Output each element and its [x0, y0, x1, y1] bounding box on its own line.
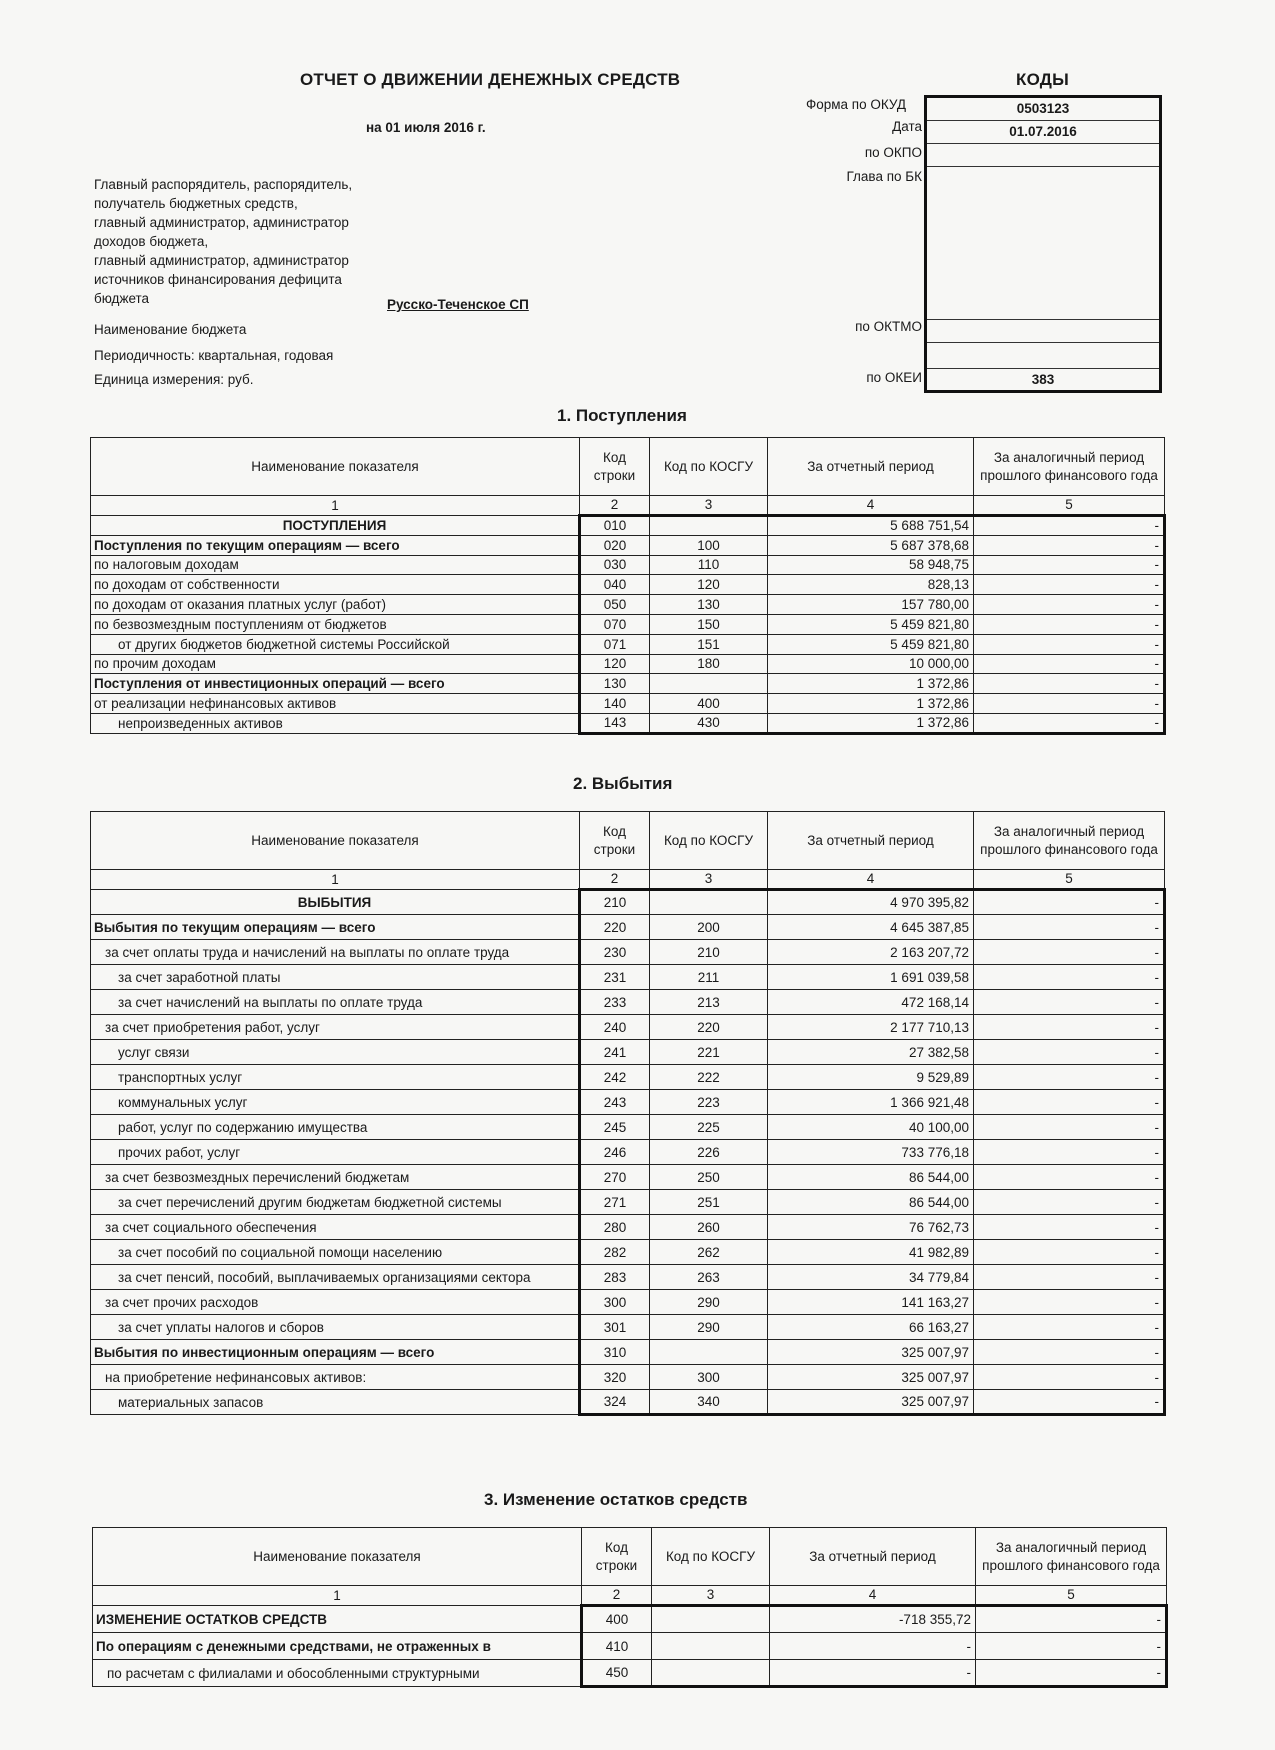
row-name: за счет уплаты налогов и сборов — [91, 1315, 580, 1340]
disbursements-table — [90, 811, 1166, 1416]
row-previous: - — [974, 990, 1165, 1015]
row-code: 270 — [580, 1165, 650, 1190]
row-previous: - — [974, 1390, 1165, 1415]
glava-label: Глава по БК — [846, 169, 922, 184]
row-code: 233 — [580, 990, 650, 1015]
col-name-header: Наименование показателя — [93, 1528, 582, 1586]
row-kosgu: 151 — [650, 634, 768, 654]
col-kosgu-header: Код по КОСГУ — [652, 1528, 770, 1586]
row-code: 450 — [582, 1660, 652, 1687]
row-previous: - — [974, 1015, 1165, 1040]
table-row — [91, 1115, 1165, 1140]
row-current: 5 459 821,80 — [768, 634, 974, 654]
col-number: 3 — [652, 1586, 770, 1606]
col-number: 2 — [580, 496, 650, 516]
row-kosgu: 290 — [650, 1315, 768, 1340]
row-name: ПОСТУПЛЕНИЯ — [91, 516, 580, 536]
row-kosgu: 180 — [650, 654, 768, 674]
row-name: ВЫБЫТИЯ — [91, 890, 580, 915]
row-name: за счет начислений на выплаты по оплате труда — [91, 990, 580, 1015]
row-name: по прочим доходам — [91, 654, 580, 674]
col-previous-header: За аналогичный период прошлого финансового года — [974, 812, 1165, 870]
okpo-code — [927, 144, 1159, 167]
row-name: по расчетам с филиалами и обособленными структурными — [93, 1660, 582, 1687]
table-row — [91, 1265, 1165, 1290]
table-row — [91, 654, 1165, 674]
table-row — [91, 1390, 1165, 1415]
col-number: 2 — [580, 870, 650, 890]
row-kosgu: 100 — [650, 535, 768, 555]
oktmo-code — [927, 319, 1159, 343]
row-name: за счет безвозмездных перечислений бюджетам — [91, 1165, 580, 1190]
col-current-header: За отчетный период — [768, 812, 974, 870]
row-current: 5 459 821,80 — [768, 614, 974, 634]
table-row — [91, 1365, 1165, 1390]
row-previous: - — [974, 1265, 1165, 1290]
table-row — [91, 555, 1165, 575]
row-current: 733 776,18 — [768, 1140, 974, 1165]
row-current: 325 007,97 — [768, 1340, 974, 1365]
row-code: 271 — [580, 1190, 650, 1215]
row-current: 2 177 710,13 — [768, 1015, 974, 1040]
table-row — [91, 1215, 1165, 1240]
row-previous: - — [974, 634, 1165, 654]
row-code: 071 — [580, 634, 650, 654]
row-name: Выбытия по текущим операциям — всего — [91, 915, 580, 940]
row-kosgu: 262 — [650, 1240, 768, 1265]
row-name: от других бюджетов бюджетной системы Российской — [91, 634, 580, 654]
row-code: 140 — [580, 694, 650, 714]
row-name: за счет прочих расходов — [91, 1290, 580, 1315]
row-code: 410 — [582, 1633, 652, 1660]
table-row — [91, 595, 1165, 615]
row-name: непроизведенных активов — [91, 713, 580, 733]
row-code: 310 — [580, 1340, 650, 1365]
okud-label: Форма по ОКУД — [805, 97, 906, 112]
row-code: 231 — [580, 965, 650, 990]
row-current: 10 000,00 — [768, 654, 974, 674]
row-code: 242 — [580, 1065, 650, 1090]
row-code: 280 — [580, 1215, 650, 1240]
row-kosgu: 430 — [650, 713, 768, 733]
row-previous: - — [974, 1290, 1165, 1315]
table-row — [91, 1315, 1165, 1340]
row-previous: - — [974, 1140, 1165, 1165]
col-number: 1 — [91, 870, 580, 890]
row-previous: - — [974, 1340, 1165, 1365]
row-previous: - — [974, 1090, 1165, 1115]
row-name: по безвозмездным поступлениям от бюджетов — [91, 614, 580, 634]
date-label: Дата — [892, 119, 922, 134]
row-kosgu: 290 — [650, 1290, 768, 1315]
row-current: 27 382,58 — [768, 1040, 974, 1065]
row-current: 325 007,97 — [768, 1365, 974, 1390]
row-code: 030 — [580, 555, 650, 575]
row-previous: - — [976, 1633, 1167, 1660]
row-current: 1 372,86 — [768, 694, 974, 714]
row-previous: - — [976, 1660, 1167, 1687]
table-row — [91, 713, 1165, 733]
row-code: 283 — [580, 1265, 650, 1290]
row-kosgu: 110 — [650, 555, 768, 575]
section2-title: 2. Выбытия — [573, 774, 673, 793]
row-name: работ, услуг по содержанию имущества — [91, 1115, 580, 1140]
col-number: 4 — [768, 496, 974, 516]
row-current: 66 163,27 — [768, 1315, 974, 1340]
table-row — [91, 1190, 1165, 1215]
row-current: 4 970 395,82 — [768, 890, 974, 915]
row-current: 5 687 378,68 — [768, 535, 974, 555]
row-code: 220 — [580, 915, 650, 940]
row-kosgu — [650, 1340, 768, 1365]
report-date: на 01 июля 2016 г. — [366, 120, 486, 135]
row-current: 828,13 — [768, 575, 974, 595]
row-kosgu: 213 — [650, 990, 768, 1015]
row-kosgu: 226 — [650, 1140, 768, 1165]
row-current: 1 372,86 — [768, 674, 974, 694]
row-previous: - — [974, 713, 1165, 733]
row-name: за счет приобретения работ, услуг — [91, 1015, 580, 1040]
row-previous: - — [974, 694, 1165, 714]
row-kosgu — [650, 674, 768, 694]
row-previous: - — [974, 1190, 1165, 1215]
row-current: - — [770, 1633, 976, 1660]
report-title: ОТЧЕТ О ДВИЖЕНИИ ДЕНЕЖНЫХ СРЕДСТВ — [300, 70, 681, 89]
row-previous: - — [974, 516, 1165, 536]
row-name: прочих работ, услуг — [91, 1140, 580, 1165]
col-code-header: Код строки — [580, 812, 650, 870]
row-current: 4 645 387,85 — [768, 915, 974, 940]
table-row — [91, 965, 1165, 990]
col-code-header: Код строки — [582, 1528, 652, 1586]
row-kosgu: 150 — [650, 614, 768, 634]
table-row — [93, 1660, 1167, 1687]
row-code: 210 — [580, 890, 650, 915]
table-row — [91, 1015, 1165, 1040]
col-previous-header: За аналогичный период прошлого финансового года — [974, 438, 1165, 496]
row-code: 246 — [580, 1140, 650, 1165]
col-kosgu-header: Код по КОСГУ — [650, 812, 768, 870]
okei-label: по ОКЕИ — [866, 370, 922, 385]
unit: Единица измерения: руб. — [94, 372, 254, 387]
row-kosgu — [652, 1660, 770, 1687]
row-code: 301 — [580, 1315, 650, 1340]
table-row — [91, 634, 1165, 654]
row-name: материальных запасов — [91, 1390, 580, 1415]
table-row — [91, 890, 1165, 915]
row-code: 010 — [580, 516, 650, 536]
row-code: 320 — [580, 1365, 650, 1390]
row-previous: - — [976, 1606, 1167, 1633]
row-name: по налоговым доходам — [91, 555, 580, 575]
row-current: 141 163,27 — [768, 1290, 974, 1315]
col-number: 5 — [974, 870, 1165, 890]
row-kosgu: 225 — [650, 1115, 768, 1140]
row-name: по доходам от собственности — [91, 575, 580, 595]
col-code-header: Код строки — [580, 438, 650, 496]
row-current: 41 982,89 — [768, 1240, 974, 1265]
row-kosgu: 300 — [650, 1365, 768, 1390]
okud-code: 0503123 — [927, 98, 1159, 121]
row-kosgu: 210 — [650, 940, 768, 965]
row-previous: - — [974, 654, 1165, 674]
row-name: ИЗМЕНЕНИЕ ОСТАТКОВ СРЕДСТВ — [93, 1606, 582, 1633]
table-row — [91, 1140, 1165, 1165]
row-code: 282 — [580, 1240, 650, 1265]
row-previous: - — [974, 890, 1165, 915]
row-name: Выбытия по инвестиционным операциям — всего — [91, 1340, 580, 1365]
row-current: 2 163 207,72 — [768, 940, 974, 965]
section1-title: 1. Поступления — [557, 406, 687, 425]
row-kosgu: 263 — [650, 1265, 768, 1290]
row-previous: - — [974, 595, 1165, 615]
row-kosgu — [652, 1633, 770, 1660]
row-previous: - — [974, 1215, 1165, 1240]
row-current: 86 544,00 — [768, 1190, 974, 1215]
table-row — [91, 1290, 1165, 1315]
row-code: 240 — [580, 1015, 650, 1040]
row-kosgu — [650, 890, 768, 915]
row-current: 9 529,89 — [768, 1065, 974, 1090]
col-previous-header: За аналогичный период прошлого финансового года — [976, 1528, 1167, 1586]
section3-title: 3. Изменение остатков средств — [484, 1490, 748, 1509]
col-current-header: За отчетный период — [770, 1528, 976, 1586]
org-name: Русско-Теченское СП — [387, 297, 529, 312]
row-name: за счет пособий по социальной помощи населению — [91, 1240, 580, 1265]
row-kosgu: 222 — [650, 1065, 768, 1090]
row-current: 34 779,84 — [768, 1265, 974, 1290]
row-previous: - — [974, 1365, 1165, 1390]
table-row — [93, 1633, 1167, 1660]
row-previous: - — [974, 965, 1165, 990]
row-code: 050 — [580, 595, 650, 615]
col-number: 1 — [91, 496, 580, 516]
okei-code: 383 — [927, 368, 1159, 391]
col-number: 1 — [93, 1586, 582, 1606]
table-row — [91, 1340, 1165, 1365]
row-current: 40 100,00 — [768, 1115, 974, 1140]
row-current: 325 007,97 — [768, 1390, 974, 1415]
row-kosgu: 340 — [650, 1390, 768, 1415]
table-row — [91, 1040, 1165, 1065]
row-code: 040 — [580, 575, 650, 595]
col-number: 3 — [650, 496, 768, 516]
table-row — [91, 1240, 1165, 1265]
row-kosgu: 251 — [650, 1190, 768, 1215]
row-name: по доходам от оказания платных услуг (работ) — [91, 595, 580, 615]
row-name: за счет перечислений другим бюджетам бюджетной системы — [91, 1190, 580, 1215]
row-current: 472 168,14 — [768, 990, 974, 1015]
row-code: 400 — [582, 1606, 652, 1633]
row-name: от реализации нефинансовых активов — [91, 694, 580, 714]
row-code: 300 — [580, 1290, 650, 1315]
row-kosgu: 211 — [650, 965, 768, 990]
col-name-header: Наименование показателя — [91, 812, 580, 870]
row-name: на приобретение нефинансовых активов: — [91, 1365, 580, 1390]
row-kosgu — [652, 1606, 770, 1633]
row-previous: - — [974, 1115, 1165, 1140]
date-code: 01.07.2016 — [927, 121, 1159, 144]
codes-title: КОДЫ — [1016, 70, 1069, 89]
row-previous: - — [974, 1065, 1165, 1090]
row-kosgu: 260 — [650, 1215, 768, 1240]
row-name: коммунальных услуг — [91, 1090, 580, 1115]
row-previous: - — [974, 1040, 1165, 1065]
col-number: 5 — [974, 496, 1165, 516]
row-current: 1 366 921,48 — [768, 1090, 974, 1115]
row-kosgu: 223 — [650, 1090, 768, 1115]
row-name: за счет оплаты труда и начислений на выплаты по оплате труда — [91, 940, 580, 965]
row-name: услуг связи — [91, 1040, 580, 1065]
row-name: за счет пенсий, пособий, выплачиваемых организациями сектора — [91, 1265, 580, 1290]
table-row — [91, 990, 1165, 1015]
table-row — [91, 694, 1165, 714]
row-name: По операциям с денежными средствами, не отраженных в — [93, 1633, 582, 1660]
row-name: Поступления от инвестиционных операций — всего — [91, 674, 580, 694]
row-current: 1 691 039,58 — [768, 965, 974, 990]
row-current: 58 948,75 — [768, 555, 974, 575]
row-previous: - — [974, 1240, 1165, 1265]
table-row — [91, 1090, 1165, 1115]
periodicity: Периодичность: квартальная, годовая — [94, 348, 334, 363]
row-previous: - — [974, 1165, 1165, 1190]
row-code: 230 — [580, 940, 650, 965]
col-name-header: Наименование показателя — [91, 438, 580, 496]
row-kosgu — [650, 516, 768, 536]
table-row — [91, 1065, 1165, 1090]
table-row — [91, 516, 1165, 536]
receipts-table — [90, 437, 1166, 735]
org-label: Главный распорядитель, распорядитель, получатель бюджетных средств, главный администратор, администратор доходов бюджета, главный администратор, администратор источников финансирования дефицита бюджета — [94, 177, 353, 306]
row-kosgu: 400 — [650, 694, 768, 714]
table-row — [91, 915, 1165, 940]
col-number: 2 — [582, 1586, 652, 1606]
row-code: 070 — [580, 614, 650, 634]
row-kosgu: 130 — [650, 595, 768, 615]
row-name: за счет социального обеспечения — [91, 1215, 580, 1240]
col-number: 3 — [650, 870, 768, 890]
col-number: 4 — [768, 870, 974, 890]
row-current: 86 544,00 — [768, 1165, 974, 1190]
row-current: 76 762,73 — [768, 1215, 974, 1240]
row-previous: - — [974, 555, 1165, 575]
row-name: за счет заработной платы — [91, 965, 580, 990]
codes-box — [924, 95, 1162, 393]
row-name: Поступления по текущим операциям — всего — [91, 535, 580, 555]
table-row — [91, 940, 1165, 965]
table-row — [91, 575, 1165, 595]
row-previous: - — [974, 1315, 1165, 1340]
row-previous: - — [974, 575, 1165, 595]
budget-label: Наименование бюджета — [94, 322, 247, 337]
okpo-label: по ОКПО — [864, 145, 922, 160]
oktmo-label: по ОКТМО — [855, 319, 922, 334]
row-code: 130 — [580, 674, 650, 694]
row-current: 157 780,00 — [768, 595, 974, 615]
row-current: 1 372,86 — [768, 713, 974, 733]
row-previous: - — [974, 535, 1165, 555]
row-code: 120 — [580, 654, 650, 674]
row-current: - — [770, 1660, 976, 1687]
table-row — [91, 1165, 1165, 1190]
row-name: транспортных услуг — [91, 1065, 580, 1090]
table-row — [93, 1606, 1167, 1633]
row-kosgu: 221 — [650, 1040, 768, 1065]
row-code: 020 — [580, 535, 650, 555]
row-kosgu: 120 — [650, 575, 768, 595]
row-code: 241 — [580, 1040, 650, 1065]
table-row — [91, 614, 1165, 634]
col-kosgu-header: Код по КОСГУ — [650, 438, 768, 496]
row-previous: - — [974, 915, 1165, 940]
row-previous: - — [974, 940, 1165, 965]
row-previous: - — [974, 614, 1165, 634]
col-number: 4 — [770, 1586, 976, 1606]
table-row — [91, 674, 1165, 694]
row-code: 243 — [580, 1090, 650, 1115]
row-kosgu: 220 — [650, 1015, 768, 1040]
table-row — [91, 535, 1165, 555]
row-current: -718 355,72 — [770, 1606, 976, 1633]
col-number: 5 — [976, 1586, 1167, 1606]
row-kosgu: 200 — [650, 915, 768, 940]
row-code: 324 — [580, 1390, 650, 1415]
row-code: 245 — [580, 1115, 650, 1140]
row-kosgu: 250 — [650, 1165, 768, 1190]
row-code: 143 — [580, 713, 650, 733]
col-current-header: За отчетный период — [768, 438, 974, 496]
row-current: 5 688 751,54 — [768, 516, 974, 536]
balance-change-table — [92, 1527, 1168, 1688]
row-previous: - — [974, 674, 1165, 694]
